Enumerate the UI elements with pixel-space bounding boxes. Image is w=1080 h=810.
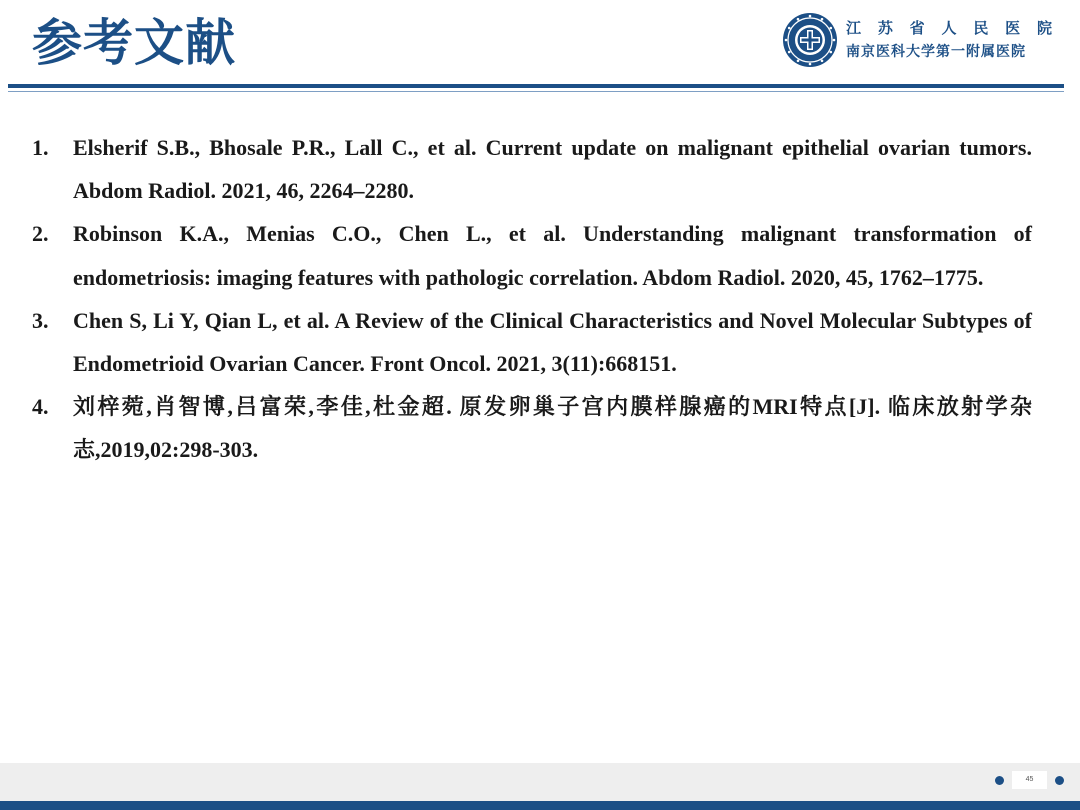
reference-text: Robinson K.A., Menias C.O., Chen L., et al. Understanding malignant transformation of endometriosis: imaging features with pathologic correlation. Abdom Radiol. 2020, 45, 1762–1775.	[73, 221, 1032, 290]
reference-number: 1.	[32, 135, 49, 160]
hospital-name-char: 民	[973, 19, 989, 37]
footer	[0, 763, 1080, 801]
header-divider-thin	[8, 91, 1064, 92]
hospital-logo-icon	[782, 12, 838, 68]
header-divider	[8, 84, 1064, 88]
hospital-name-line	[846, 16, 1052, 40]
hospital-name-char: 省	[909, 19, 925, 37]
hospital-name	[846, 16, 1052, 64]
reference-text: 刘梓菀,肖智博,吕富荣,李佳,杜金超. 原发卵巢子宫内膜样腺癌的MRI特点[J]. 临床放射学杂志,2019,02:298-303.	[73, 394, 1032, 463]
hospital-subtitle: 南京医科大学第一附属医院	[846, 44, 1026, 60]
footer-dot	[1055, 776, 1064, 785]
hospital-name-char: 江	[846, 19, 862, 37]
reference-text: Chen S, Li Y, Qian L, et al. A Review of the Clinical Characteristics and Novel Molecular Subtypes of Endometrioid Ovarian Cancer. Front Oncol. 2021, 3(11):668151.	[73, 307, 1032, 377]
reference-text: Elsherif S.B., Bhosale P.R., Lall C., et al. Current update on malignant epithelial ovarian tumors. Abdom Radiol. 2021, 46, 2264–2280.	[73, 135, 1032, 204]
reference-item	[32, 126, 1032, 212]
hospital-name-char: 苏	[877, 19, 893, 37]
reference-number: 3.	[32, 307, 49, 333]
reference-list	[32, 126, 1032, 472]
footer-dot	[995, 776, 1004, 785]
reference-number: 2.	[32, 221, 49, 247]
reference-item	[32, 212, 1032, 298]
footer-bar	[0, 801, 1080, 810]
hospital-name-char: 医	[1005, 19, 1021, 37]
hospital-name-char: 院	[1036, 19, 1052, 37]
reference-number: 4.	[32, 394, 49, 420]
hospital-name-char: 人	[941, 19, 957, 37]
reference-item	[32, 299, 1032, 385]
page-title: 参考文献	[32, 14, 236, 72]
reference-item	[32, 385, 1032, 471]
page-number: 45	[1012, 771, 1047, 789]
